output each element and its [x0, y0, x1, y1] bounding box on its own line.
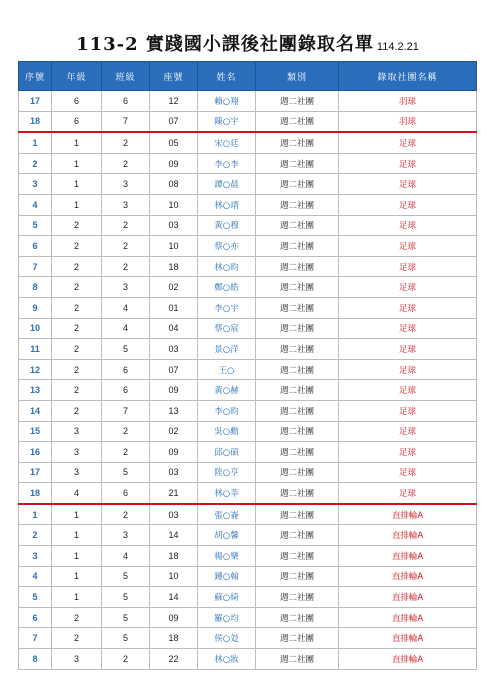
- cell-category: 週二社團: [256, 236, 339, 257]
- cell-seat: 07: [150, 359, 198, 380]
- cell-name: 邱○碩: [198, 442, 256, 463]
- cell-seq: 2: [19, 153, 52, 174]
- col-header-grade: 年級: [52, 62, 102, 91]
- cell-class: 4: [102, 546, 150, 567]
- cell-name: 李○宇: [198, 297, 256, 318]
- cell-grade: 1: [52, 153, 102, 174]
- admission-table: [18, 61, 477, 670]
- cell-grade: 1: [52, 174, 102, 195]
- cell-name: 侯○彣: [198, 628, 256, 649]
- cell-seat: 13: [150, 400, 198, 421]
- cell-seq: 2: [19, 525, 52, 546]
- cell-category: 週二社團: [256, 359, 339, 380]
- table-row: [19, 483, 477, 504]
- cell-class: 5: [102, 628, 150, 649]
- table-row: [19, 174, 477, 195]
- col-header-club: 錄取社團名稱: [339, 62, 477, 91]
- cell-class: 6: [102, 359, 150, 380]
- cell-seat: 10: [150, 194, 198, 215]
- cell-seat: 03: [150, 339, 198, 360]
- cell-name: 陳○宇: [198, 111, 256, 132]
- cell-category: 週二社團: [256, 277, 339, 298]
- cell-seat: 04: [150, 318, 198, 339]
- cell-club: 足球: [339, 215, 477, 236]
- table-row: [19, 256, 477, 277]
- cell-class: 3: [102, 525, 150, 546]
- cell-name: 張○崙: [198, 504, 256, 525]
- cell-club: 足球: [339, 462, 477, 483]
- cell-club: 直排輪A: [339, 628, 477, 649]
- cell-name: 林○靖: [198, 194, 256, 215]
- cell-seq: 18: [19, 483, 52, 504]
- cell-grade: 1: [52, 132, 102, 153]
- cell-seat: 09: [150, 380, 198, 401]
- cell-club: 直排輪A: [339, 504, 477, 525]
- cell-category: 週二社團: [256, 483, 339, 504]
- cell-seq: 7: [19, 256, 52, 277]
- cell-class: 6: [102, 380, 150, 401]
- cell-category: 週二社團: [256, 421, 339, 442]
- cell-seat: 14: [150, 587, 198, 608]
- cell-name: 蔡○亦: [198, 236, 256, 257]
- cell-club: 直排輪A: [339, 607, 477, 628]
- table-row: [19, 566, 477, 587]
- table-row: [19, 194, 477, 215]
- table-row: [19, 236, 477, 257]
- cell-grade: 6: [52, 91, 102, 112]
- cell-grade: 2: [52, 236, 102, 257]
- table-row: [19, 628, 477, 649]
- cell-seat: 22: [150, 649, 198, 670]
- col-header-class: 班級: [102, 62, 150, 91]
- cell-class: 2: [102, 421, 150, 442]
- cell-class: 6: [102, 483, 150, 504]
- cell-seat: 10: [150, 566, 198, 587]
- cell-seat: 01: [150, 297, 198, 318]
- cell-category: 週二社團: [256, 546, 339, 567]
- cell-name: 黃○穆: [198, 215, 256, 236]
- table-row: [19, 111, 477, 132]
- cell-class: 4: [102, 297, 150, 318]
- cell-class: 5: [102, 462, 150, 483]
- cell-club: 足球: [339, 318, 477, 339]
- col-header-seq: 序號: [19, 62, 52, 91]
- cell-seat: 02: [150, 277, 198, 298]
- table-row: [19, 339, 477, 360]
- cell-club: 足球: [339, 380, 477, 401]
- cell-club: 直排輪A: [339, 587, 477, 608]
- cell-category: 週二社團: [256, 607, 339, 628]
- table-row: [19, 153, 477, 174]
- cell-grade: 2: [52, 607, 102, 628]
- cell-seq: 12: [19, 359, 52, 380]
- cell-class: 2: [102, 132, 150, 153]
- col-header-seat: 座號: [150, 62, 198, 91]
- cell-seat: 12: [150, 91, 198, 112]
- cell-category: 週二社團: [256, 566, 339, 587]
- cell-grade: 6: [52, 111, 102, 132]
- cell-seat: 03: [150, 215, 198, 236]
- cell-seq: 14: [19, 400, 52, 421]
- cell-name: 賴○翔: [198, 91, 256, 112]
- cell-seat: 10: [150, 236, 198, 257]
- cell-class: 5: [102, 587, 150, 608]
- cell-seat: 14: [150, 525, 198, 546]
- cell-category: 週二社團: [256, 215, 339, 236]
- cell-grade: 2: [52, 297, 102, 318]
- cell-club: 直排輪A: [339, 566, 477, 587]
- cell-category: 週二社團: [256, 111, 339, 132]
- cell-club: 足球: [339, 236, 477, 257]
- table-row: [19, 359, 477, 380]
- cell-name: 李○李: [198, 153, 256, 174]
- cell-name: 羅○均: [198, 607, 256, 628]
- cell-name: 林○妝: [198, 649, 256, 670]
- table-row: [19, 380, 477, 401]
- cell-name: 胡○馨: [198, 525, 256, 546]
- table-header: [19, 62, 477, 91]
- cell-club: 足球: [339, 400, 477, 421]
- cell-seq: 4: [19, 194, 52, 215]
- cell-seq: 8: [19, 649, 52, 670]
- col-header-category: 類別: [256, 62, 339, 91]
- cell-class: 2: [102, 504, 150, 525]
- cell-seq: 4: [19, 566, 52, 587]
- cell-name: 李○昀: [198, 400, 256, 421]
- cell-grade: 1: [52, 525, 102, 546]
- cell-grade: 2: [52, 318, 102, 339]
- cell-seat: 03: [150, 462, 198, 483]
- cell-club: 足球: [339, 483, 477, 504]
- cell-grade: 3: [52, 462, 102, 483]
- cell-class: 2: [102, 442, 150, 463]
- cell-name: 鍾○翰: [198, 566, 256, 587]
- cell-class: 3: [102, 174, 150, 195]
- table-row: [19, 400, 477, 421]
- cell-class: 6: [102, 91, 150, 112]
- cell-category: 週二社團: [256, 628, 339, 649]
- cell-class: 7: [102, 111, 150, 132]
- cell-name: 林○昀: [198, 256, 256, 277]
- table-row: [19, 504, 477, 525]
- cell-class: 2: [102, 649, 150, 670]
- cell-seat: 02: [150, 421, 198, 442]
- cell-seat: 09: [150, 153, 198, 174]
- cell-grade: 3: [52, 442, 102, 463]
- cell-seq: 18: [19, 111, 52, 132]
- table-row: [19, 91, 477, 112]
- cell-seat: 18: [150, 546, 198, 567]
- cell-club: 足球: [339, 297, 477, 318]
- cell-seq: 10: [19, 318, 52, 339]
- cell-name: 宋○廷: [198, 132, 256, 153]
- cell-seq: 5: [19, 215, 52, 236]
- cell-seq: 6: [19, 236, 52, 257]
- cell-club: 直排輪A: [339, 525, 477, 546]
- cell-class: 4: [102, 318, 150, 339]
- cell-seat: 09: [150, 442, 198, 463]
- cell-grade: 1: [52, 587, 102, 608]
- cell-category: 週二社團: [256, 587, 339, 608]
- cell-grade: 2: [52, 380, 102, 401]
- cell-seq: 6: [19, 607, 52, 628]
- cell-grade: 2: [52, 400, 102, 421]
- cell-name: 陸○亨: [198, 462, 256, 483]
- cell-seat: 21: [150, 483, 198, 504]
- cell-seq: 15: [19, 421, 52, 442]
- cell-seq: 3: [19, 174, 52, 195]
- cell-class: 5: [102, 566, 150, 587]
- cell-seq: 1: [19, 504, 52, 525]
- cell-class: 2: [102, 236, 150, 257]
- cell-seat: 18: [150, 256, 198, 277]
- cell-seq: 9: [19, 297, 52, 318]
- cell-seq: 7: [19, 628, 52, 649]
- cell-category: 週二社團: [256, 339, 339, 360]
- cell-club: 足球: [339, 421, 477, 442]
- table-row: [19, 215, 477, 236]
- cell-club: 足球: [339, 132, 477, 153]
- cell-club: 足球: [339, 153, 477, 174]
- table-row: [19, 525, 477, 546]
- cell-name: 譚○晨: [198, 174, 256, 195]
- cell-club: 足球: [339, 442, 477, 463]
- cell-name: 黃○赫: [198, 380, 256, 401]
- cell-club: 足球: [339, 174, 477, 195]
- cell-class: 5: [102, 607, 150, 628]
- table-row: [19, 318, 477, 339]
- cell-class: 2: [102, 153, 150, 174]
- cell-seq: 13: [19, 380, 52, 401]
- cell-grade: 3: [52, 421, 102, 442]
- cell-name: 楊○樂: [198, 546, 256, 567]
- cell-club: 直排輪A: [339, 546, 477, 567]
- cell-seat: 03: [150, 504, 198, 525]
- table-row: [19, 587, 477, 608]
- cell-grade: 3: [52, 649, 102, 670]
- table-row: [19, 421, 477, 442]
- cell-category: 週二社團: [256, 380, 339, 401]
- cell-name: 蔡○宸: [198, 318, 256, 339]
- cell-club: 羽球: [339, 111, 477, 132]
- cell-category: 週二社團: [256, 297, 339, 318]
- cell-category: 週二社團: [256, 132, 339, 153]
- cell-category: 週二社團: [256, 649, 339, 670]
- cell-category: 週二社團: [256, 504, 339, 525]
- table-row: [19, 442, 477, 463]
- cell-club: 羽球: [339, 91, 477, 112]
- cell-grade: 1: [52, 546, 102, 567]
- table-row: [19, 297, 477, 318]
- cell-grade: 2: [52, 277, 102, 298]
- cell-category: 週二社團: [256, 91, 339, 112]
- cell-club: 足球: [339, 339, 477, 360]
- cell-grade: 1: [52, 566, 102, 587]
- cell-grade: 2: [52, 628, 102, 649]
- cell-seq: 11: [19, 339, 52, 360]
- cell-club: 足球: [339, 277, 477, 298]
- cell-grade: 2: [52, 339, 102, 360]
- title-text: 113-2 實踐國小課後社團錄取名單: [76, 34, 374, 55]
- cell-seat: 18: [150, 628, 198, 649]
- table-row: [19, 649, 477, 670]
- cell-name: 鄭○皓: [198, 277, 256, 298]
- cell-grade: 2: [52, 359, 102, 380]
- page-title: [0, 30, 495, 54]
- cell-seq: 3: [19, 546, 52, 567]
- table-row: [19, 132, 477, 153]
- cell-seq: 17: [19, 462, 52, 483]
- cell-club: 直排輪A: [339, 649, 477, 670]
- table-row: [19, 607, 477, 628]
- cell-seq: 5: [19, 587, 52, 608]
- cell-category: 週二社團: [256, 256, 339, 277]
- col-header-name: 姓名: [198, 62, 256, 91]
- cell-name: 林○莘: [198, 483, 256, 504]
- cell-grade: 1: [52, 194, 102, 215]
- cell-category: 週二社團: [256, 400, 339, 421]
- cell-seq: 17: [19, 91, 52, 112]
- cell-class: 2: [102, 215, 150, 236]
- cell-name: 蘇○綺: [198, 587, 256, 608]
- cell-class: 5: [102, 339, 150, 360]
- cell-club: 足球: [339, 256, 477, 277]
- table-body: [19, 91, 477, 670]
- cell-grade: 2: [52, 256, 102, 277]
- table-row: [19, 462, 477, 483]
- cell-seat: 09: [150, 607, 198, 628]
- cell-category: 週二社團: [256, 442, 339, 463]
- cell-category: 週二社團: [256, 194, 339, 215]
- cell-category: 週二社團: [256, 174, 339, 195]
- cell-seq: 16: [19, 442, 52, 463]
- cell-seq: 8: [19, 277, 52, 298]
- cell-name: 吳○勳: [198, 421, 256, 442]
- cell-seat: 08: [150, 174, 198, 195]
- cell-grade: 4: [52, 483, 102, 504]
- cell-class: 2: [102, 256, 150, 277]
- cell-seat: 07: [150, 111, 198, 132]
- cell-seq: 1: [19, 132, 52, 153]
- cell-class: 3: [102, 194, 150, 215]
- cell-club: 足球: [339, 359, 477, 380]
- cell-name: 王○: [198, 359, 256, 380]
- cell-class: 7: [102, 400, 150, 421]
- title-date: 114.2.21: [376, 41, 419, 53]
- cell-category: 週二社團: [256, 318, 339, 339]
- cell-category: 週二社團: [256, 462, 339, 483]
- cell-name: 景○洋: [198, 339, 256, 360]
- cell-club: 足球: [339, 194, 477, 215]
- cell-class: 3: [102, 277, 150, 298]
- table-row: [19, 277, 477, 298]
- cell-category: 週二社團: [256, 525, 339, 546]
- table-row: [19, 546, 477, 567]
- cell-category: 週二社團: [256, 153, 339, 174]
- cell-grade: 1: [52, 504, 102, 525]
- cell-grade: 2: [52, 215, 102, 236]
- cell-seat: 05: [150, 132, 198, 153]
